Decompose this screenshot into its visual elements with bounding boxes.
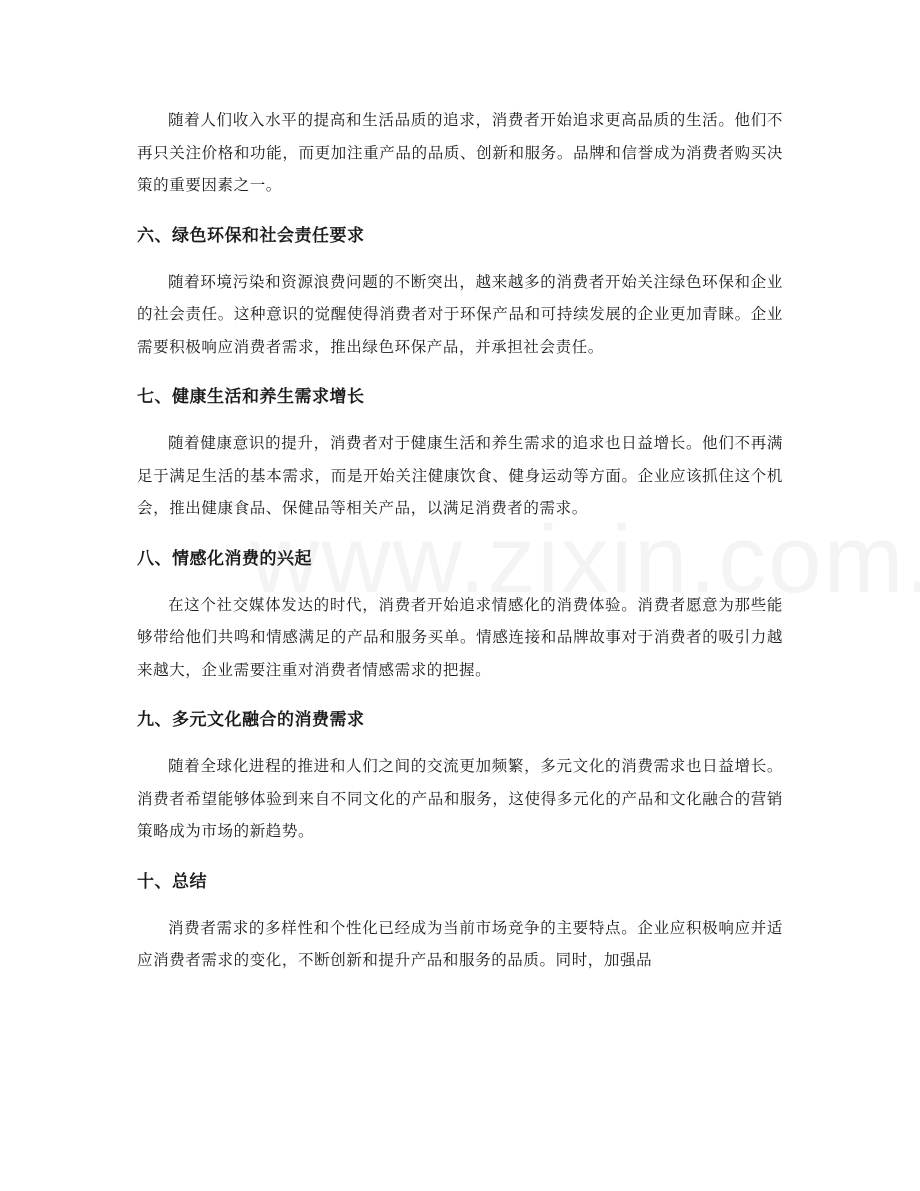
paragraph-health-life: 随着健康意识的提升，消费者对于健康生活和养生需求的追求也日益增长。他们不再满足于满足生活的基本需求，而是开始关注健康饮食、健身运动等方面。企业应该抓住这个机会，推出健康食品、保健品等相关产品，以满足消费者的需求。	[137, 434, 783, 517]
heading-green-environmental: 六、绿色环保和社会责任要求	[137, 225, 365, 246]
paragraph-emotional-consumption: 在这个社交媒体发达的时代，消费者开始追求情感化的消费体验。消费者愿意为那些能够带给他们共鸣和情感满足的产品和服务买单。情感连接和品牌故事对于消费者的吸引力越来越大，企业需要注重对消费者情感需求的把握。	[137, 595, 783, 679]
paragraph-green-environmental: 随着环境污染和资源浪费问题的不断突出，越来越多的消费者开始关注绿色环保和企业的社会责任。这种意识的觉醒使得消费者对于环保产品和可持续发展的企业更加青睐。企业需要积极响应消费者需求，推出绿色环保产品，并承担社会责任。	[137, 272, 783, 356]
document-page	[137, 104, 783, 977]
paragraph-quality-pursuit: 随着人们收入水平的提高和生活品质的追求，消费者开始追求更高品质的生活。他们不再只关注价格和功能，而更加注重产品的品质、创新和服务。品牌和信誉成为消费者购买决策的重要因素之一。	[137, 111, 783, 194]
paragraph-summary: 消费者需求的多样性和个性化已经成为当前市场竞争的主要特点。企业应积极响应并适应消费者需求的变化，不断创新和提升产品和服务的品质。同时，加强品	[137, 918, 783, 969]
heading-summary: 十、总结	[137, 871, 207, 892]
paragraph-multicultural: 随着全球化进程的推进和人们之间的交流更加频繁，多元文化的消费需求也日益增长。消费者希望能够体验到来自不同文化的产品和服务，这使得多元化的产品和文化融合的营销策略成为市场的新趋势。	[137, 757, 783, 840]
heading-emotional-consumption: 八、情感化消费的兴起	[137, 548, 312, 569]
heading-health-life: 七、健康生活和养生需求增长	[137, 387, 365, 407]
heading-multicultural: 九、多元文化融合的消费需求	[137, 710, 365, 730]
